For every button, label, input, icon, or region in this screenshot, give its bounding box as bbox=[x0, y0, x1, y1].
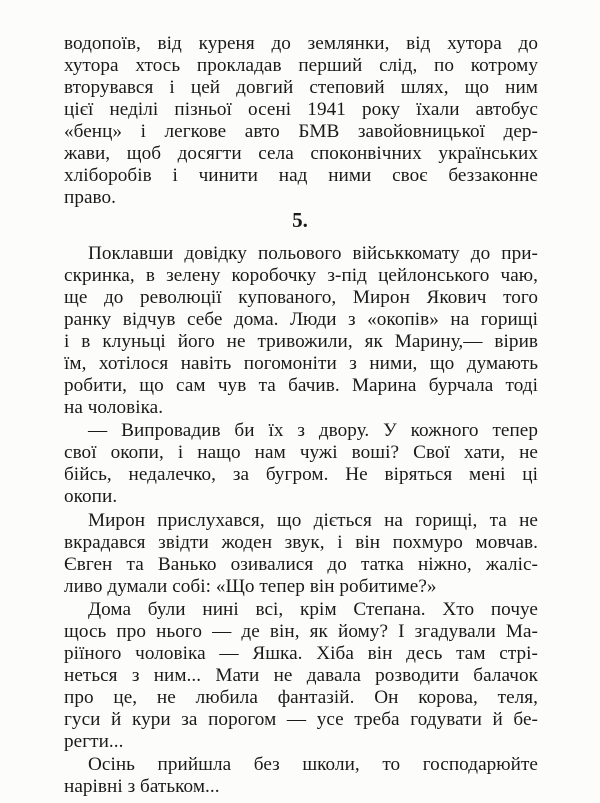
text-line: Євген та Ванько озивалися до татка ніжно, жаліс- bbox=[64, 554, 538, 575]
text-line: вкрадався звідти жоден звук, і він похмуро мовчав. bbox=[64, 532, 538, 553]
text-line: робити, що сам чув та бачив. Марина бурчала тоді bbox=[64, 375, 538, 396]
text-line: водопоїв, від куреня до землянки, від хутора до bbox=[64, 33, 538, 54]
text-line: Мирон прислухався, що діється на горищі, та не bbox=[88, 510, 538, 531]
text-line: вторувався і цей довгий степовий шлях, що ним bbox=[64, 77, 538, 98]
text-line: регти... bbox=[64, 731, 124, 752]
text-line: бійсь, недалечко, за бугром. Не віряться мені ці bbox=[64, 464, 538, 485]
text-line: гуси й кури за порогом — усе треба годувати й бе- bbox=[64, 709, 538, 730]
text-line: нарівні з батьком... bbox=[64, 776, 220, 797]
text-line: ще до революції купованого, Мирон Якович того bbox=[64, 287, 538, 308]
text-line: ливо думали собі: «Що тепер він робитиме?» bbox=[64, 576, 437, 597]
text-line: їм, хотілося навіть погомоніти з ними, що думають bbox=[64, 353, 538, 374]
text-line: окопи. bbox=[64, 486, 118, 507]
text-line: про це, не любила фантазій. Он корова, теля, bbox=[64, 687, 538, 708]
text-line: щось про нього — де він, як йому? І згадували Ма- bbox=[64, 621, 538, 642]
text-line: ріїного чоловіка — Яшка. Хіба він десь там стрі- bbox=[64, 643, 538, 664]
text-line: Осінь прийшла без школи, то господарюйте bbox=[88, 754, 538, 775]
text-line: — Випровадив би їх з двору. У кожного тепер bbox=[88, 420, 538, 441]
text-line: право. bbox=[64, 187, 116, 208]
text-line: ранку відчув себе дома. Люди з «окопів» на горищі bbox=[64, 309, 538, 330]
text-line: Дома були нині всі, крім Степана. Хто почуе bbox=[88, 599, 538, 620]
text-line: на чоловіка. bbox=[64, 397, 164, 418]
text-line: і в клуньці його не тривожили, як Марину,— вірив bbox=[64, 331, 538, 352]
text-line: хліборобів і чинити над ними своє беззаконне bbox=[64, 165, 538, 186]
text-line: неться з ним... Мати не давала розводити балачок bbox=[64, 665, 538, 686]
text-line: жави, щоб досягти села споконвічних українських bbox=[64, 143, 538, 164]
text-line: «бенц» і легкове авто БМВ завойовницької дер- bbox=[64, 121, 538, 142]
text-line: Поклавши довідку польового військкомату до при- bbox=[88, 243, 538, 264]
section-number: 5. bbox=[292, 208, 308, 232]
text-line: хутора хтось прокладав перший слід, по котрому bbox=[64, 55, 538, 76]
text-line: цієї неділі пізньої осені 1941 року їхали автобус bbox=[64, 99, 538, 120]
text-line: свої окопи, і нащо нам чужі воші? Свої хати, не bbox=[64, 442, 538, 463]
text-line: скринка, в зелену коробочку з-під цейлонського чаю, bbox=[64, 265, 538, 286]
